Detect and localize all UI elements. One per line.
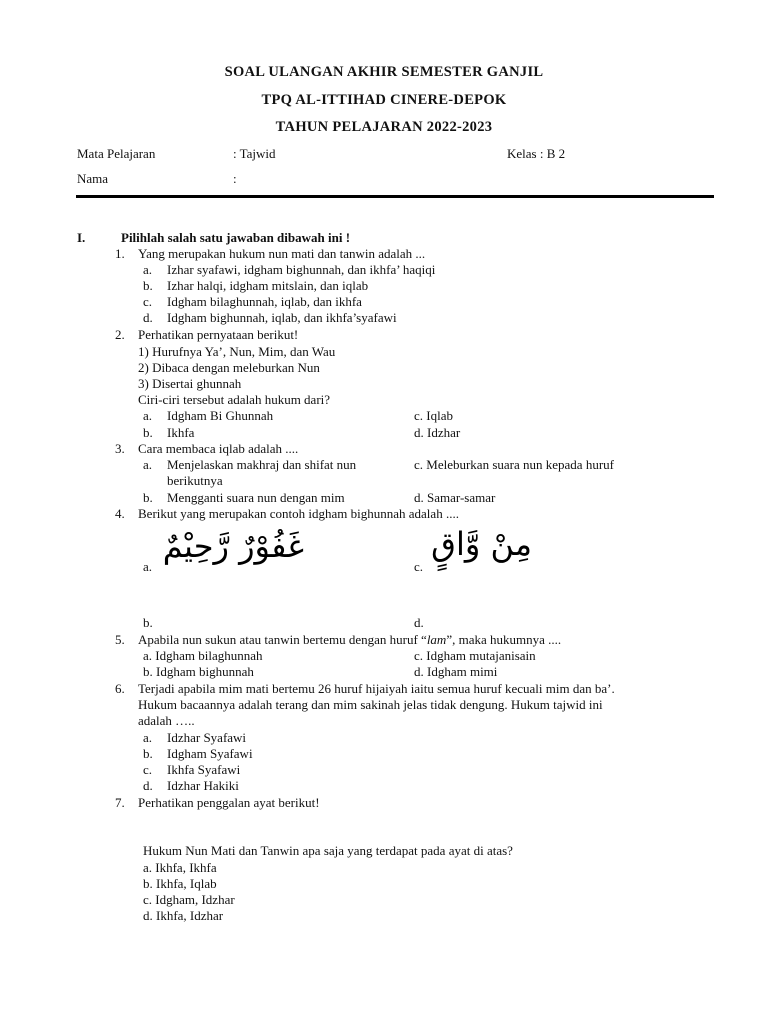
option-text: Idzhar Syafawi <box>167 730 247 745</box>
option-text: c. Idgham mutajanisain <box>414 648 536 663</box>
arabic-option-c: مِنْ وَّاقٍ <box>431 525 532 563</box>
option-letter: b. <box>143 746 153 761</box>
doc-title-line-3: TAHUN PELAJARAN 2022-2023 <box>275 119 493 135</box>
question-text-line: Terjadi apabila mim mati bertemu 26 huruf hijaiyah iaitu semua huruf kecuali mim dan ba’. <box>138 681 615 696</box>
option-letter: a. <box>143 730 153 745</box>
question-text-line: Hukum bacaannya adalah terang dan mim sakinah jelas tidak dengung. Hukum tajwid ini <box>138 697 603 712</box>
question-number: 1. <box>115 246 125 261</box>
class-info: Kelas : B 2 <box>507 146 566 161</box>
doc-title-line-2: TPQ AL-ITTIHAD CINERE-DEPOK <box>261 92 507 108</box>
name-value: : <box>233 171 237 186</box>
option-text: Idgham Syafawi <box>167 746 253 761</box>
option-text-continued: berikutnya <box>167 473 223 488</box>
statement-line: 1) Hurufnya Ya’, Nun, Mim, dan Wau <box>138 344 336 359</box>
option-text: c. Meleburkan suara nun kepada huruf <box>414 457 614 472</box>
question-number: 6. <box>115 681 125 696</box>
option-text: Izhar syafawi, idgham bighunnah, dan ikhfa’ haqiqi <box>167 262 436 277</box>
option-text: Ikhfa Syafawi <box>167 762 241 777</box>
option-text: a. Ikhfa, Ikhfa <box>143 860 217 875</box>
option-text: Idgham bighunnah, iqlab, dan ikhfa’syafawi <box>167 310 397 325</box>
question-text: Yang merupakan hukum nun mati dan tanwin adalah ... <box>138 246 426 261</box>
option-text: Idgham Bi Ghunnah <box>167 408 274 423</box>
question-number: 3. <box>115 441 125 456</box>
question-text: Berikut yang merupakan contoh idgham bighunnah adalah .... <box>138 506 459 521</box>
option-text: Ikhfa <box>167 425 195 440</box>
subject-value: : Tajwid <box>233 146 276 161</box>
option-text: Idzhar Hakiki <box>167 778 239 793</box>
option-text: d. Idzhar <box>414 425 461 440</box>
option-letter: c. <box>143 762 153 777</box>
question-number: 2. <box>115 327 125 342</box>
option-text: c. Idgham, Idzhar <box>143 892 235 907</box>
option-text: Menjelaskan makhraj dan shifat nun <box>167 457 357 472</box>
statement-line: 2) Dibaca dengan meleburkan Nun <box>138 360 320 375</box>
option-text: a. Idgham bilaghunnah <box>143 648 263 663</box>
question-text: Perhatikan penggalan ayat berikut! <box>138 795 320 810</box>
option-letter: b. <box>143 278 153 293</box>
option-text: b. Ikhfa, Iqlab <box>143 876 217 891</box>
option-letter: a. <box>143 559 153 574</box>
option-text: Idgham bilaghunnah, iqlab, dan ikhfa <box>167 294 362 309</box>
option-text: d. Ikhfa, Idzhar <box>143 908 224 923</box>
question-text-start: Apabila nun sukun atau tanwin bertemu dengan huruf “ <box>138 632 427 647</box>
statement-line: 3) Disertai ghunnah <box>138 376 242 391</box>
option-letter: b. <box>143 425 153 440</box>
option-letter: a. <box>143 408 153 423</box>
question-prompt: Hukum Nun Mati dan Tanwin apa saja yang terdapat pada ayat di atas? <box>143 843 513 858</box>
question-number: 4. <box>115 506 125 521</box>
question-text-line: adalah ….. <box>138 713 195 728</box>
option-text: Izhar halqi, idgham mitslain, dan iqlab <box>167 278 369 293</box>
question-text: Cara membaca iqlab adalah .... <box>138 441 299 456</box>
question-text <box>138 632 561 647</box>
name-label: Nama <box>77 171 109 186</box>
option-letter: b. <box>143 615 153 630</box>
option-text: Mengganti suara nun dengan mim <box>167 490 345 505</box>
option-letter: a. <box>143 262 153 277</box>
question-number: 7. <box>115 795 125 810</box>
option-text: b. Idgham bighunnah <box>143 664 254 679</box>
option-letter: a. <box>143 457 153 472</box>
question-text: Perhatikan pernyataan berikut! <box>138 327 299 342</box>
option-text: d. Samar-samar <box>414 490 496 505</box>
section-instruction: Pilihlah salah satu jawaban dibawah ini ! <box>121 230 351 245</box>
doc-title-line-1: SOAL ULANGAN AKHIR SEMESTER GANJIL <box>224 64 544 80</box>
section-number: I. <box>77 230 86 245</box>
question-text-end: ”, maka hukumnya .... <box>446 632 562 647</box>
subject-label: Mata Pelajaran <box>77 146 156 161</box>
option-text: d. Idgham mimi <box>414 664 498 679</box>
question-number: 5. <box>115 632 125 647</box>
header-divider <box>76 195 714 198</box>
statement-line: Ciri-ciri tersebut adalah hukum dari? <box>138 392 331 407</box>
option-letter: d. <box>143 778 153 793</box>
option-letter: d. <box>143 310 153 325</box>
arabic-option-a: غَفُوْرٌ رَّحِيْمٌ <box>162 527 304 565</box>
option-letter: d. <box>414 615 424 630</box>
option-text: c. Iqlab <box>414 408 453 423</box>
option-letter: c. <box>414 559 424 574</box>
option-letter: c. <box>143 294 153 309</box>
question-text-emphasis: lam <box>426 632 447 647</box>
option-letter: b. <box>143 490 153 505</box>
